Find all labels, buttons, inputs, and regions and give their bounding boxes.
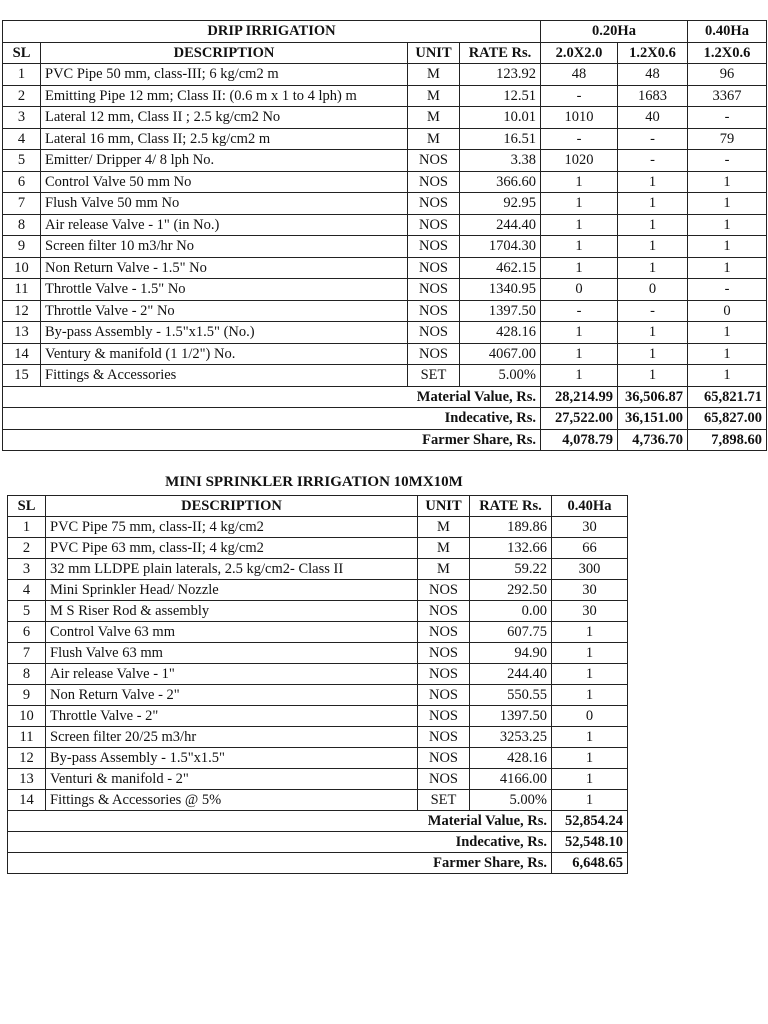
header-unit: UNIT: [418, 496, 470, 517]
cell-description: Ventury & manifold (1 1/2") No.: [41, 343, 408, 365]
cell-unit: M: [408, 64, 460, 86]
cell-rate: 428.16: [470, 748, 552, 769]
sprinkler-header-row: [8, 496, 628, 517]
cell-qty-2: 1: [618, 171, 688, 193]
cell-unit: NOS: [418, 643, 470, 664]
cell-unit: SET: [408, 365, 460, 387]
cell-qty-2: 1: [618, 193, 688, 215]
cell-qty: 1: [552, 790, 628, 811]
cell-qty-3: 0: [688, 300, 767, 322]
sprinkler-title: MINI SPRINKLER IRRIGATION 10MX10M: [165, 474, 463, 490]
cell-sl: 5: [3, 150, 41, 172]
cell-qty-3: 3367: [688, 85, 767, 107]
table-row: [3, 236, 767, 258]
cell-qty-2: -: [618, 128, 688, 150]
total-value-2: 36,151.00: [618, 408, 688, 430]
cell-sl: 8: [8, 664, 46, 685]
cell-unit: M: [408, 107, 460, 129]
table-row: [8, 748, 628, 769]
cell-qty-1: 48: [541, 64, 618, 86]
cell-sl: 14: [3, 343, 41, 365]
total-row: [8, 811, 628, 832]
total-value-1: 28,214.99: [541, 386, 618, 408]
drip-irrigation-table: [2, 20, 767, 451]
cell-qty: 1: [552, 643, 628, 664]
cell-description: PVC Pipe 75 mm, class-II; 4 kg/cm2: [46, 517, 418, 538]
table-row: [8, 769, 628, 790]
cell-description: Throttle Valve - 2" No: [41, 300, 408, 322]
total-value-1: 4,078.79: [541, 429, 618, 451]
total-value-3: 65,827.00: [688, 408, 767, 430]
header-sl: SL: [3, 42, 41, 64]
cell-qty-3: -: [688, 107, 767, 129]
table-row: [8, 685, 628, 706]
cell-unit: NOS: [408, 193, 460, 215]
total-value: 52,548.10: [552, 832, 628, 853]
total-value: 52,854.24: [552, 811, 628, 832]
cell-qty: 30: [552, 601, 628, 622]
total-value: 6,648.65: [552, 853, 628, 874]
table-row: [3, 85, 767, 107]
cell-qty: 30: [552, 517, 628, 538]
cell-qty: 1: [552, 727, 628, 748]
header-unit: UNIT: [408, 42, 460, 64]
cell-description: Emitter/ Dripper 4/ 8 lph No.: [41, 150, 408, 172]
cell-description: Air release Valve - 1" (in No.): [41, 214, 408, 236]
cell-sl: 3: [8, 559, 46, 580]
table-row: [8, 580, 628, 601]
cell-rate: 10.01: [460, 107, 541, 129]
cell-description: Lateral 12 mm, Class II ; 2.5 kg/cm2 No: [41, 107, 408, 129]
cell-qty-3: 1: [688, 214, 767, 236]
cell-qty: 300: [552, 559, 628, 580]
cell-sl: 10: [3, 257, 41, 279]
total-row: [3, 429, 767, 451]
cell-rate: 16.51: [460, 128, 541, 150]
cell-unit: NOS: [408, 343, 460, 365]
header-spacing-3: 1.2X0.6: [688, 42, 767, 64]
cell-qty: 1: [552, 769, 628, 790]
header-description: DESCRIPTION: [41, 42, 408, 64]
total-value-2: 4,736.70: [618, 429, 688, 451]
cell-qty-1: 1: [541, 365, 618, 387]
cell-sl: 8: [3, 214, 41, 236]
cell-rate: 189.86: [470, 517, 552, 538]
header-rate: RATE Rs.: [470, 496, 552, 517]
cell-qty-2: 1: [618, 322, 688, 344]
cell-qty-1: 0: [541, 279, 618, 301]
cell-rate: 92.95: [460, 193, 541, 215]
cell-qty-1: 1: [541, 322, 618, 344]
table-row: [8, 538, 628, 559]
cell-unit: M: [418, 538, 470, 559]
cell-description: By-pass Assembly - 1.5"x1.5" (No.): [41, 322, 408, 344]
cell-sl: 9: [3, 236, 41, 258]
table-row: [3, 279, 767, 301]
cell-rate: 366.60: [460, 171, 541, 193]
total-label: Indecative, Rs.: [3, 408, 541, 430]
cell-description: 32 mm LLDPE plain laterals, 2.5 kg/cm2- Class II: [46, 559, 418, 580]
cell-qty-3: 1: [688, 236, 767, 258]
cell-qty-2: -: [618, 300, 688, 322]
cell-unit: M: [408, 128, 460, 150]
cell-description: Screen filter 20/25 m3/hr: [46, 727, 418, 748]
cell-description: Emitting Pipe 12 mm; Class II: (0.6 m x 1 to 4 lph) m: [41, 85, 408, 107]
cell-unit: NOS: [408, 214, 460, 236]
cell-qty-2: 1: [618, 214, 688, 236]
cell-qty: 1: [552, 622, 628, 643]
table-row: [3, 107, 767, 129]
total-label: Farmer Share, Rs.: [3, 429, 541, 451]
cell-qty-1: 1: [541, 236, 618, 258]
total-label: Indecative, Rs.: [8, 832, 552, 853]
cell-unit: NOS: [418, 622, 470, 643]
cell-sl: 6: [3, 171, 41, 193]
cell-description: Flush Valve 50 mm No: [41, 193, 408, 215]
cell-sl: 2: [8, 538, 46, 559]
cell-rate: 94.90: [470, 643, 552, 664]
cell-qty-1: -: [541, 128, 618, 150]
cell-qty-3: -: [688, 279, 767, 301]
cell-qty-3: 1: [688, 171, 767, 193]
cell-description: Fittings & Accessories @ 5%: [46, 790, 418, 811]
cell-qty-2: 48: [618, 64, 688, 86]
cell-unit: M: [418, 559, 470, 580]
header-spacing-2: 1.2X0.6: [618, 42, 688, 64]
cell-rate: 4166.00: [470, 769, 552, 790]
cell-rate: 59.22: [470, 559, 552, 580]
cell-description: Non Return Valve - 2": [46, 685, 418, 706]
cell-qty-3: 1: [688, 257, 767, 279]
cell-description: Fittings & Accessories: [41, 365, 408, 387]
cell-unit: NOS: [408, 300, 460, 322]
cell-rate: 4067.00: [460, 343, 541, 365]
cell-sl: 4: [8, 580, 46, 601]
drip-header-row: [3, 42, 767, 64]
cell-qty-1: -: [541, 85, 618, 107]
cell-sl: 2: [3, 85, 41, 107]
cell-qty-2: 0: [618, 279, 688, 301]
drip-title: DRIP IRRIGATION: [3, 21, 541, 43]
cell-unit: NOS: [408, 257, 460, 279]
cell-qty-3: 79: [688, 128, 767, 150]
cell-rate: 1340.95: [460, 279, 541, 301]
cell-sl: 15: [3, 365, 41, 387]
cell-qty-1: -: [541, 300, 618, 322]
cell-qty-3: 96: [688, 64, 767, 86]
cell-sl: 6: [8, 622, 46, 643]
cell-rate: 1704.30: [460, 236, 541, 258]
cell-sl: 12: [8, 748, 46, 769]
table-row: [3, 343, 767, 365]
cell-qty-2: 1683: [618, 85, 688, 107]
cell-qty-2: 1: [618, 365, 688, 387]
table-row: [3, 214, 767, 236]
cell-qty: 1: [552, 748, 628, 769]
cell-sl: 12: [3, 300, 41, 322]
cell-rate: 462.15: [460, 257, 541, 279]
cell-sl: 1: [3, 64, 41, 86]
cell-qty-3: 1: [688, 343, 767, 365]
total-row: [8, 853, 628, 874]
cell-description: Screen filter 10 m3/hr No: [41, 236, 408, 258]
total-label: Farmer Share, Rs.: [8, 853, 552, 874]
table-row: [3, 322, 767, 344]
cell-rate: 12.51: [460, 85, 541, 107]
total-row: [3, 408, 767, 430]
cell-sl: 10: [8, 706, 46, 727]
cell-sl: 7: [8, 643, 46, 664]
table-row: [8, 643, 628, 664]
cell-qty-2: 1: [618, 236, 688, 258]
cell-unit: NOS: [418, 685, 470, 706]
header-sl: SL: [8, 496, 46, 517]
cell-rate: 607.75: [470, 622, 552, 643]
table-row: [8, 790, 628, 811]
cell-sl: 11: [8, 727, 46, 748]
cell-qty: 66: [552, 538, 628, 559]
cell-unit: NOS: [418, 664, 470, 685]
cell-rate: 0.00: [470, 601, 552, 622]
cell-description: Throttle Valve - 1.5" No: [41, 279, 408, 301]
header-description: DESCRIPTION: [46, 496, 418, 517]
cell-rate: 244.40: [470, 664, 552, 685]
sprinkler-irrigation-table: [7, 495, 628, 874]
cell-sl: 4: [3, 128, 41, 150]
table-row: [3, 171, 767, 193]
cell-qty-3: 1: [688, 322, 767, 344]
cell-qty-1: 1: [541, 257, 618, 279]
cell-unit: NOS: [418, 601, 470, 622]
cell-sl: 13: [3, 322, 41, 344]
total-label: Material Value, Rs.: [3, 386, 541, 408]
cell-qty-2: -: [618, 150, 688, 172]
cell-rate: 428.16: [460, 322, 541, 344]
total-value-1: 27,522.00: [541, 408, 618, 430]
cell-description: M S Riser Rod & assembly: [46, 601, 418, 622]
cell-unit: NOS: [418, 580, 470, 601]
table-row: [3, 150, 767, 172]
table-row: [3, 257, 767, 279]
cell-description: Mini Sprinkler Head/ Nozzle: [46, 580, 418, 601]
cell-description: Throttle Valve - 2": [46, 706, 418, 727]
cell-rate: 3253.25: [470, 727, 552, 748]
cell-description: By-pass Assembly - 1.5"x1.5": [46, 748, 418, 769]
total-row: [3, 386, 767, 408]
cell-description: Flush Valve 63 mm: [46, 643, 418, 664]
header-spacing-1: 2.0X2.0: [541, 42, 618, 64]
cell-sl: 5: [8, 601, 46, 622]
cell-rate: 123.92: [460, 64, 541, 86]
cell-qty: 0: [552, 706, 628, 727]
cell-rate: 1397.50: [470, 706, 552, 727]
cell-qty-3: -: [688, 150, 767, 172]
table-row: [8, 727, 628, 748]
total-value-2: 36,506.87: [618, 386, 688, 408]
drip-title-row: [3, 21, 767, 43]
cell-rate: 3.38: [460, 150, 541, 172]
cell-rate: 550.55: [470, 685, 552, 706]
cell-rate: 5.00%: [460, 365, 541, 387]
table-row: [3, 365, 767, 387]
cell-qty: 1: [552, 664, 628, 685]
cell-sl: 13: [8, 769, 46, 790]
cell-rate: 1397.50: [460, 300, 541, 322]
cell-unit: NOS: [408, 171, 460, 193]
total-row: [8, 832, 628, 853]
cell-rate: 244.40: [460, 214, 541, 236]
cell-description: PVC Pipe 63 mm, class-II; 4 kg/cm2: [46, 538, 418, 559]
cell-description: Lateral 16 mm, Class II; 2.5 kg/cm2 m: [41, 128, 408, 150]
cell-description: Non Return Valve - 1.5" No: [41, 257, 408, 279]
drip-area-2: 0.40Ha: [688, 21, 767, 43]
cell-unit: NOS: [418, 706, 470, 727]
cell-rate: 5.00%: [470, 790, 552, 811]
total-label: Material Value, Rs.: [8, 811, 552, 832]
cell-description: Venturi & manifold - 2": [46, 769, 418, 790]
cell-qty-1: 1010: [541, 107, 618, 129]
header-rate: RATE Rs.: [460, 42, 541, 64]
table-row: [8, 706, 628, 727]
cell-unit: NOS: [408, 150, 460, 172]
table-row: [3, 128, 767, 150]
cell-unit: NOS: [418, 748, 470, 769]
drip-area-1: 0.20Ha: [541, 21, 688, 43]
cell-qty: 1: [552, 685, 628, 706]
cell-unit: NOS: [418, 727, 470, 748]
table-row: [3, 193, 767, 215]
cell-qty: 30: [552, 580, 628, 601]
cell-unit: M: [408, 85, 460, 107]
cell-unit: NOS: [408, 322, 460, 344]
table-row: [8, 517, 628, 538]
cell-description: Control Valve 63 mm: [46, 622, 418, 643]
cell-rate: 132.66: [470, 538, 552, 559]
cell-qty-1: 1: [541, 343, 618, 365]
table-row: [3, 64, 767, 86]
cell-unit: M: [418, 517, 470, 538]
table-row: [8, 664, 628, 685]
cell-qty-3: 1: [688, 365, 767, 387]
cell-sl: 7: [3, 193, 41, 215]
cell-qty-2: 1: [618, 343, 688, 365]
table-row: [8, 601, 628, 622]
cell-description: Control Valve 50 mm No: [41, 171, 408, 193]
cell-unit: SET: [418, 790, 470, 811]
table-row: [8, 622, 628, 643]
cell-qty-1: 1020: [541, 150, 618, 172]
cell-qty-2: 1: [618, 257, 688, 279]
cell-unit: NOS: [418, 769, 470, 790]
cell-description: PVC Pipe 50 mm, class-III; 6 kg/cm2 m: [41, 64, 408, 86]
table-row: [3, 300, 767, 322]
total-value-3: 7,898.60: [688, 429, 767, 451]
cell-qty-2: 40: [618, 107, 688, 129]
cell-rate: 292.50: [470, 580, 552, 601]
cell-sl: 11: [3, 279, 41, 301]
header-area: 0.40Ha: [552, 496, 628, 517]
cell-description: Air release Valve - 1": [46, 664, 418, 685]
cell-qty-1: 1: [541, 214, 618, 236]
cell-unit: NOS: [408, 236, 460, 258]
total-value-3: 65,821.71: [688, 386, 767, 408]
cell-sl: 9: [8, 685, 46, 706]
cell-qty-1: 1: [541, 171, 618, 193]
cell-qty-1: 1: [541, 193, 618, 215]
cell-sl: 3: [3, 107, 41, 129]
cell-unit: NOS: [408, 279, 460, 301]
cell-sl: 1: [8, 517, 46, 538]
cell-sl: 14: [8, 790, 46, 811]
table-row: [8, 559, 628, 580]
cell-qty-3: 1: [688, 193, 767, 215]
